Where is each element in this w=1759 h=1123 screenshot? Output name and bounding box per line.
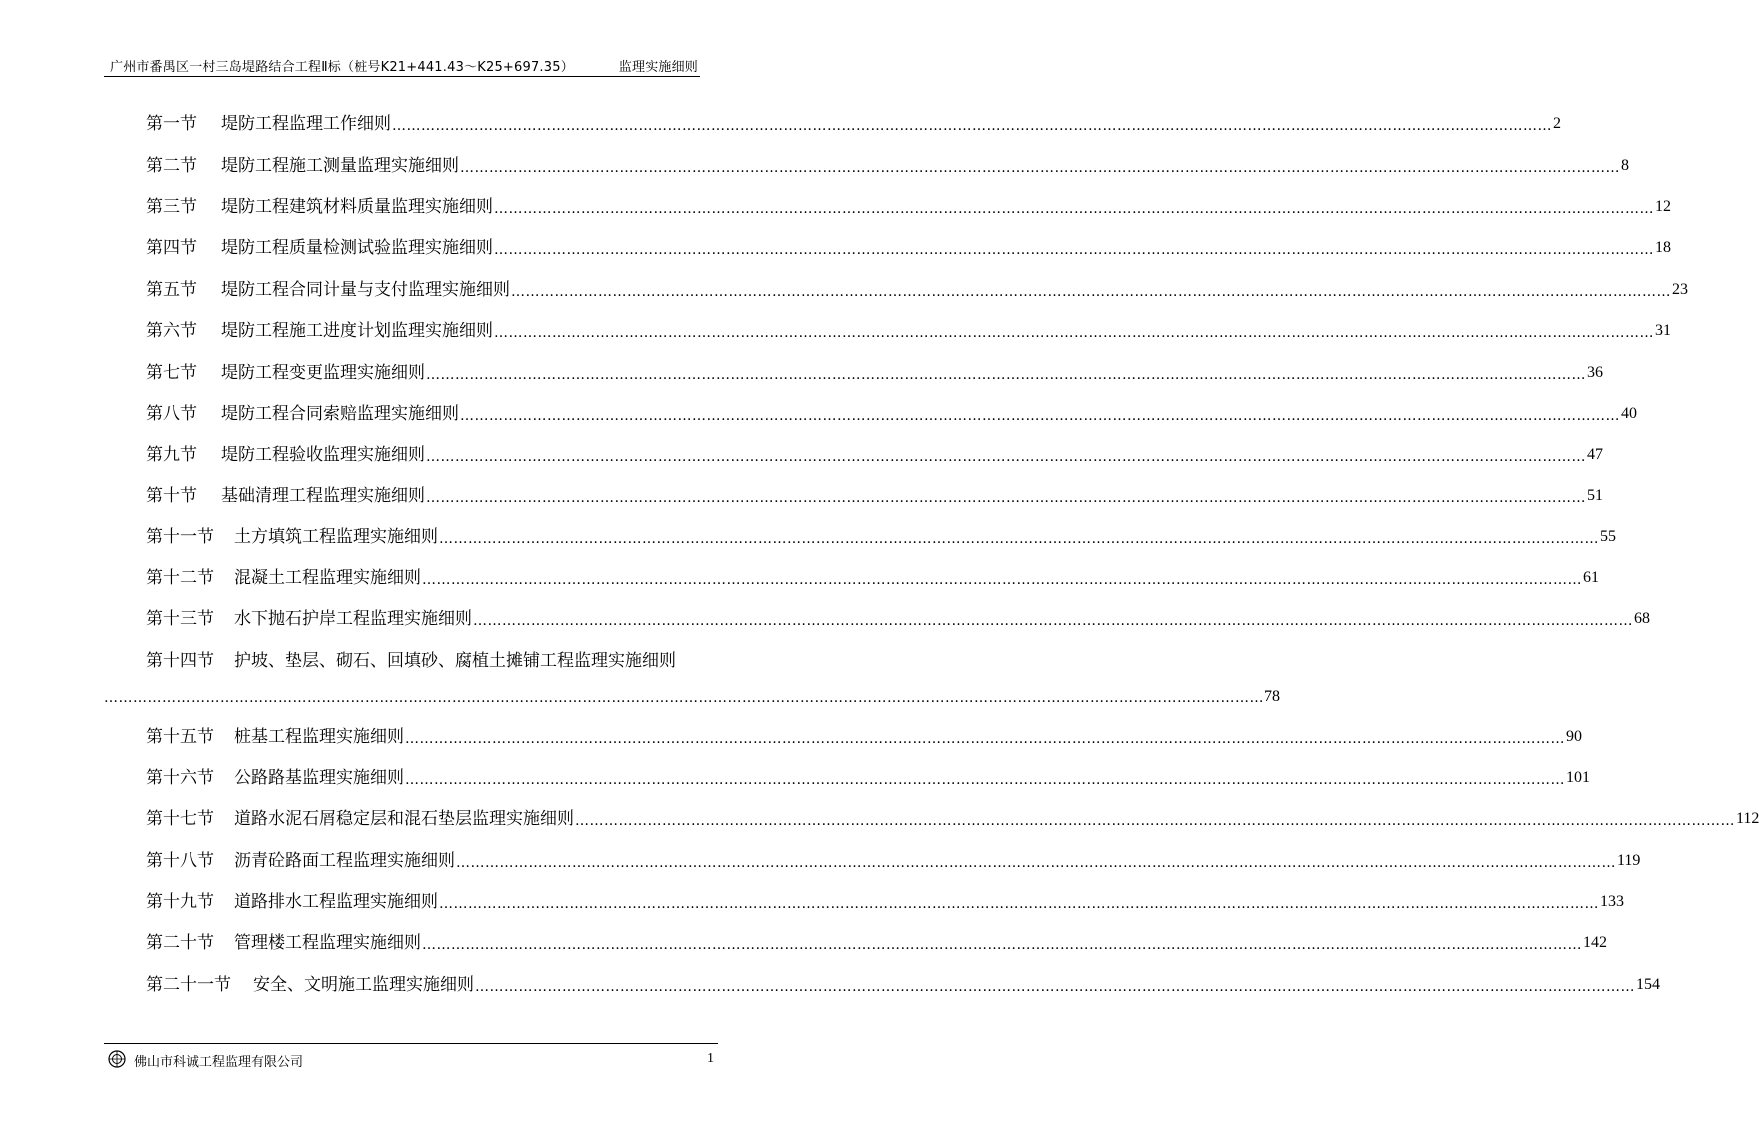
toc-page-number: 119 [1617,852,1641,869]
toc-section-number: 第十九节 [146,892,214,912]
toc-section-title: 沥青砼路面工程监理实施细则 [234,851,455,871]
toc-leader-dots: …………………………………………………………………………………………………………………………………………………………………………………………………………………… [422,572,1582,588]
toc-page-number: 133 [1600,893,1624,910]
toc-section-title: 桩基工程监理实施细则 [234,727,404,747]
toc-section-title: 堤防工程合同索赔监理实施细则 [221,404,459,424]
toc-leader-dots: …………………………………………………………………………………………………………………………………………………………………………………………………………………… [460,408,1620,424]
toc-leader-dots: …………………………………………………………………………………………………………………………………………………………………………………………………………………… [405,772,1565,788]
toc-section-number: 第十七节 [146,809,214,829]
toc-page-number: 47 [1587,446,1603,463]
toc-leader-dots: …………………………………………………………………………………………………………………………………………………………………………………………………………………… [439,896,1599,912]
toc-page-number: 101 [1566,769,1590,786]
toc-section-number: 第二十节 [146,933,214,953]
toc-section-title: 基础清理工程监理实施细则 [221,486,425,506]
toc-page-number: 142 [1583,934,1607,951]
toc-entry[interactable] [146,358,1603,384]
toc-leader-dots: …………………………………………………………………………………………………………………………………………………………………………………………………………………… [426,367,1586,383]
toc-page-number: 12 [1655,198,1671,215]
toc-section-number: 第十五节 [146,727,214,747]
toc-entry[interactable] [146,928,1607,954]
toc-leader-dots: …………………………………………………………………………………………………………………………………………………………………………………………………………………… [494,242,1654,258]
toc-entry[interactable] [146,522,1616,548]
toc-section-title: 堤防工程监理工作细则 [221,114,391,134]
toc-section-title: 堤防工程施工测量监理实施细则 [221,156,459,176]
page-number: 1 [707,1051,714,1066]
toc-section-number: 第二十一节 [146,975,231,995]
toc-page-number: 112 [1736,810,1759,827]
page-footer [104,1043,718,1072]
toc-leader-dots: …………………………………………………………………………………………………………………………………………………………………………………………………………………… [392,118,1552,134]
toc-leader-dots: …………………………………………………………………………………………………………………………………………………………………………………………………………………… [422,937,1582,953]
toc-section-number: 第一节 [146,114,197,134]
toc-section-title: 护坡、垫层、砌石、回填砂、腐植土摊铺工程监理实施细则 [234,651,676,671]
toc-section-number: 第八节 [146,404,197,424]
toc-leader-dots: …………………………………………………………………………………………………………………………………………………………………………………………………………………… [460,160,1620,176]
toc-page-number: 31 [1655,322,1671,339]
toc-leader-dots: …………………………………………………………………………………………………………………………………………………………………………………………………………………… [575,813,1735,829]
toc-entry[interactable] [146,846,1641,872]
toc-section-title: 堤防工程建筑材料质量监理实施细则 [221,197,493,217]
toc-leader-dots: …………………………………………………………………………………………………………………………………………………………………………………………………………………… [473,613,1633,629]
toc-page-number: 8 [1621,157,1629,174]
toc-section-title: 堤防工程合同计量与支付监理实施细则 [221,280,510,300]
toc-page-number: 154 [1636,976,1660,993]
toc-leader-dots: …………………………………………………………………………………………………………………………………………………………………………………………………………………… [494,201,1654,217]
toc-entry[interactable] [146,563,1599,589]
toc-leader-dots: …………………………………………………………………………………………………………………………………………………………………………………………………………………… [456,855,1616,871]
toc-section-number: 第三节 [146,197,197,217]
toc-entry[interactable] [146,316,1671,342]
toc-section-number: 第九节 [146,445,197,465]
toc-section-title: 混凝土工程监理实施细则 [234,568,421,588]
project-title: 广州市番禺区一村三岛堤路结合工程Ⅱ标（桩号K21+441.43～K25+697.35） [110,60,574,75]
toc-section-number: 第十二节 [146,568,214,588]
toc-entry-continuation [104,680,1280,706]
toc-page-number: 18 [1655,239,1671,256]
toc-leader-dots: …………………………………………………………………………………………………………………………………………………………………………………………………………………… [475,979,1635,995]
toc-section-number: 第四节 [146,238,197,258]
toc-section-title: 公路路基监理实施细则 [234,768,404,788]
company-name: 佛山市科诚工程监理有限公司 [134,1055,304,1070]
toc-section-number: 第二节 [146,156,197,176]
toc-page-number: 51 [1587,487,1603,504]
toc-entry[interactable] [146,192,1671,218]
toc-page-number: 78 [1264,688,1280,705]
toc-entry[interactable] [146,722,1582,748]
toc-section-title: 堤防工程质量检测试验监理实施细则 [221,238,493,258]
toc-page-number: 23 [1672,281,1688,298]
toc-section-title: 管理楼工程监理实施细则 [234,933,421,953]
toc-entry[interactable] [146,275,1688,301]
toc-leader-dots: …………………………………………………………………………………………………………………………………………………………………………………………………………………… [405,731,1565,747]
toc-entry[interactable] [146,481,1603,507]
toc-section-number: 第五节 [146,280,197,300]
toc-page-number: 36 [1587,364,1603,381]
toc-section-title: 安全、文明施工监理实施细则 [253,975,474,995]
toc-page-number: 61 [1583,569,1599,586]
toc-section-number: 第十一节 [146,527,214,547]
company-logo-icon [108,1050,126,1068]
toc-section-number: 第十四节 [146,651,214,671]
toc-page-number: 40 [1621,405,1637,422]
document-title: 监理实施细则 [618,60,698,75]
toc-entry[interactable] [146,399,1637,425]
toc-leader-dots: …………………………………………………………………………………………………………………………………………………………………………………………………………………… [104,690,1264,706]
toc-entry[interactable] [146,804,1759,830]
toc-entry[interactable] [146,887,1624,913]
toc-entry[interactable] [146,646,716,672]
toc-entry[interactable] [146,970,1660,996]
toc-page-number: 2 [1553,115,1561,132]
toc-leader-dots: …………………………………………………………………………………………………………………………………………………………………………………………………………………… [511,284,1671,300]
toc-entry[interactable] [146,151,1629,177]
toc-section-title: 堤防工程验收监理实施细则 [221,445,425,465]
toc-section-title: 道路排水工程监理实施细则 [234,892,438,912]
toc-leader-dots: …………………………………………………………………………………………………………………………………………………………………………………………………………………… [426,449,1586,465]
toc-section-title: 水下抛石护岸工程监理实施细则 [234,609,472,629]
toc-section-number: 第十节 [146,486,197,506]
toc-section-number: 第十八节 [146,851,214,871]
toc-section-title: 堤防工程施工进度计划监理实施细则 [221,321,493,341]
toc-section-number: 第十三节 [146,609,214,629]
toc-page-number: 55 [1600,528,1616,545]
toc-leader-dots: …………………………………………………………………………………………………………………………………………………………………………………………………………………… [494,325,1654,341]
toc-entry[interactable] [146,763,1590,789]
toc-page-number: 68 [1634,610,1650,627]
toc-leader-dots: …………………………………………………………………………………………………………………………………………………………………………………………………………………… [439,531,1599,547]
toc-section-number: 第七节 [146,363,197,383]
toc-entry[interactable] [146,109,1561,135]
toc-entry[interactable] [146,604,1650,630]
toc-page-number: 90 [1566,728,1582,745]
toc-entry[interactable] [146,440,1603,466]
toc-section-title: 土方填筑工程监理实施细则 [234,527,438,547]
toc-section-number: 第十六节 [146,768,214,788]
toc-entry[interactable] [146,233,1671,259]
toc-section-number: 第六节 [146,321,197,341]
toc-section-title: 道路水泥石屑稳定层和混石垫层监理实施细则 [234,809,574,829]
toc-section-title: 堤防工程变更监理实施细则 [221,363,425,383]
toc-leader-dots: …………………………………………………………………………………………………………………………………………………………………………………………………………………… [426,490,1586,506]
